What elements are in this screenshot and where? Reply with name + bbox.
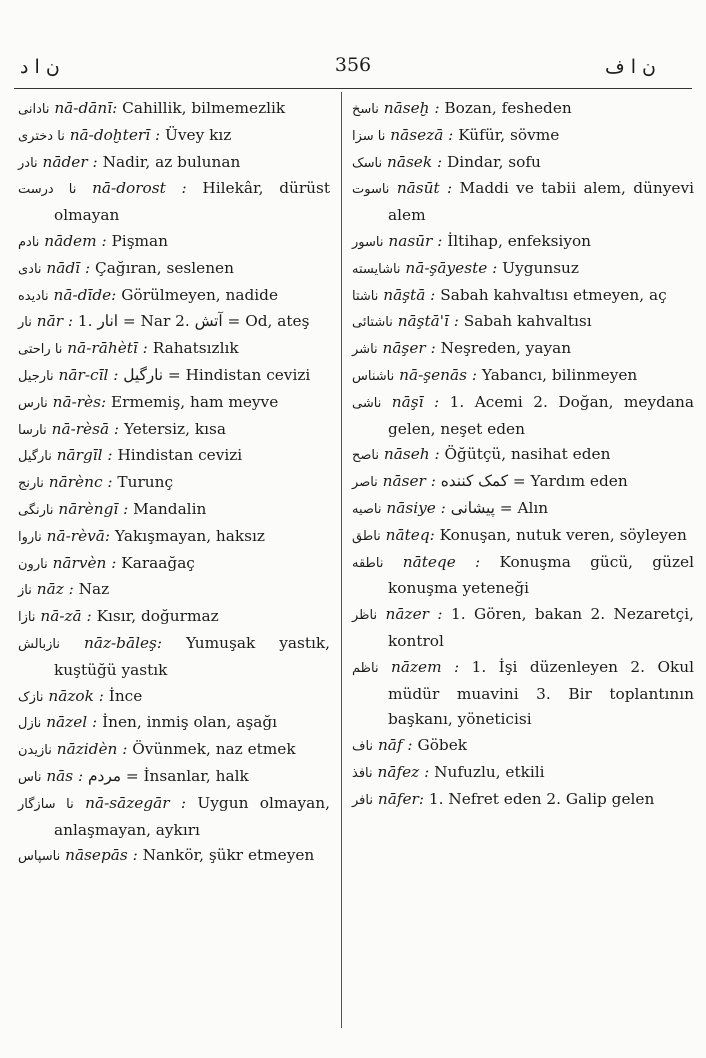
- entry-headword: nā-rèsā :: [51, 419, 120, 438]
- dictionary-entry: [18, 96, 330, 123]
- entry-definition: İnen, inmiş olan, aşağı: [102, 713, 278, 732]
- header-left-letters: ن ا د: [20, 56, 60, 78]
- entry-definition: مردم = İnsanlar, halk: [88, 766, 249, 785]
- entry-headword: nās :: [46, 766, 84, 785]
- entry-persian-word: ناشایسته: [352, 261, 401, 277]
- entry-headword: nā-dīde:: [53, 285, 117, 304]
- entry-headword: nāsūt :: [396, 179, 453, 198]
- entry-definition: Sabah kahvaltısı etmeyen, aç: [440, 285, 667, 304]
- entry-headword: nāser :: [382, 472, 436, 491]
- entry-persian-word: نادم: [18, 234, 40, 250]
- entry-persian-word: نادیده: [18, 288, 49, 304]
- dictionary-entry: [18, 551, 330, 578]
- entry-definition: Sabah kahvaltısı: [463, 312, 592, 331]
- entry-definition: Neşreden, yayan: [440, 339, 572, 358]
- entry-headword: nār :: [36, 312, 74, 331]
- dictionary-entry: [352, 496, 694, 523]
- entry-persian-word: نا سازگار: [18, 796, 74, 812]
- entry-definition: Yumuşak yastık, kuştüğü yastık: [54, 633, 330, 679]
- dictionary-entry: [352, 655, 694, 733]
- entry-persian-word: نارجیل: [18, 368, 54, 384]
- dictionary-entry: [18, 631, 330, 684]
- dictionary-entry: [18, 283, 330, 310]
- entry-persian-word: نافر: [352, 792, 373, 808]
- entry-headword: nāzem :: [391, 657, 460, 676]
- entry-definition: Nadir, az bulunan: [102, 152, 241, 171]
- dictionary-entry: [18, 791, 330, 844]
- entry-headword: nāşer :: [382, 339, 436, 358]
- dictionary-entry: [18, 309, 330, 336]
- entry-headword: nāz :: [36, 580, 74, 599]
- entry-persian-word: ناسخ: [352, 102, 379, 117]
- entry-persian-word: ناظم: [352, 660, 379, 676]
- entry-headword: nā-dorost :: [92, 179, 187, 198]
- dictionary-entry: [352, 96, 694, 123]
- entry-definition: Karaağaç: [121, 553, 195, 572]
- entry-definition: 1. Gören, bakan 2. Nezaretçi, kontrol: [388, 605, 694, 650]
- dictionary-entry: [18, 229, 330, 256]
- entry-persian-word: ناشناس: [352, 368, 395, 384]
- entry-headword: nārèngī :: [58, 499, 129, 518]
- entry-definition: Çağıran, seslenen: [94, 258, 234, 277]
- dictionary-entry: [18, 710, 330, 737]
- entry-persian-word: ناسک: [352, 155, 383, 171]
- entry-persian-word: ناسپاس: [18, 849, 61, 865]
- entry-persian-word: نازبالش: [18, 636, 60, 652]
- dictionary-entry: [18, 524, 330, 551]
- entry-definition: Yabancı, bilinmeyen: [481, 365, 638, 384]
- entry-headword: nārvèn :: [52, 553, 117, 572]
- dictionary-entry: [352, 602, 694, 655]
- entry-headword: nā-rāhètī :: [67, 339, 148, 358]
- dictionary-entry: [18, 684, 330, 711]
- entry-definition: Övünmek, naz etmek: [132, 740, 296, 759]
- entry-definition: Bozan, fesheden: [444, 99, 572, 117]
- dictionary-entry: [18, 577, 330, 604]
- entry-persian-word: نادر: [18, 155, 38, 171]
- entry-definition: 1. Nefret eden 2. Galip gelen: [428, 789, 655, 808]
- entry-definition: Hilekâr, dürüst olmayan: [54, 179, 330, 225]
- dictionary-entry: [352, 229, 694, 256]
- entry-persian-word: ناصر: [352, 475, 378, 491]
- entry-persian-word: نا سزا: [352, 128, 386, 144]
- dictionary-entry: [18, 150, 330, 177]
- entry-headword: nāsiye :: [386, 498, 446, 517]
- entry-headword: nāteq:: [385, 525, 435, 544]
- entry-headword: nāseḫ :: [383, 99, 440, 117]
- entry-headword: nāştā :: [383, 285, 436, 304]
- entry-definition: Öğütçü, nasihat eden: [444, 445, 611, 464]
- entry-headword: nāzok :: [48, 686, 104, 705]
- entry-definition: Mandalin: [133, 499, 207, 518]
- right-column: [352, 96, 694, 814]
- entry-headword: nādem :: [44, 231, 107, 250]
- entry-persian-word: ناظر: [352, 608, 378, 624]
- entry-persian-word: نازیدن: [18, 743, 52, 759]
- entry-persian-word: نا درست: [18, 182, 77, 198]
- dictionary-entry: [18, 604, 330, 631]
- entry-definition: Nufuzlu, etkili: [434, 762, 545, 781]
- entry-headword: nā-rès:: [52, 392, 107, 411]
- entry-headword: nāz-bāleş:: [83, 633, 163, 652]
- entry-definition: Üvey kız: [164, 125, 232, 144]
- entry-persian-word: نازا: [18, 610, 36, 626]
- entry-definition: İnce: [108, 686, 143, 705]
- entry-definition: 1. Acemi 2. Doğan, meydana gelen, neşet eden: [388, 392, 694, 438]
- dictionary-entry: [352, 283, 694, 310]
- entry-persian-word: نادى: [18, 261, 42, 277]
- entry-definition: Yetersiz, kısa: [123, 419, 226, 438]
- dictionary-entry: [352, 336, 694, 363]
- entry-headword: nāf :: [377, 736, 413, 755]
- entry-headword: nāzel :: [46, 713, 98, 732]
- entry-definition: Uygun olmayan, anlaşmayan, aykırı: [54, 793, 330, 839]
- entry-definition: Pişman: [111, 231, 169, 250]
- entry-definition: کمک کننده = Yardım eden: [440, 472, 628, 491]
- entry-definition: Kısır, doğurmaz: [96, 607, 219, 626]
- entry-persian-word: نارس: [18, 395, 48, 411]
- entry-headword: nāsepās :: [65, 846, 138, 865]
- dictionary-entry: [18, 417, 330, 444]
- entry-persian-word: نارون: [18, 556, 48, 572]
- dictionary-entry: [18, 764, 330, 791]
- dictionary-entry: [18, 256, 330, 283]
- entry-headword: nāfez :: [377, 762, 430, 781]
- dictionary-entry: [352, 309, 694, 336]
- entry-headword: nārènc :: [48, 473, 113, 492]
- entry-headword: nāfer:: [377, 789, 424, 808]
- entry-headword: nādī :: [46, 258, 91, 277]
- entry-persian-word: نادانى: [18, 102, 50, 117]
- entry-headword: nā-zā :: [40, 607, 92, 626]
- entry-persian-word: ناس: [18, 769, 42, 785]
- entry-persian-word: ناطقه: [352, 555, 384, 571]
- entry-persian-word: ناز: [18, 583, 32, 599]
- dictionary-entry: [18, 123, 330, 150]
- entry-persian-word: ناشى: [352, 395, 382, 411]
- entry-persian-word: نافذ: [352, 765, 373, 781]
- dictionary-entry: [352, 256, 694, 283]
- entry-definition: Ermemiş, ham meyve: [111, 392, 279, 411]
- entry-persian-word: نا راحتى: [18, 342, 63, 358]
- dictionary-entry: [352, 787, 694, 814]
- entry-definition: İltihap, enfeksiyon: [447, 231, 592, 250]
- entry-definition: Uygunsuz: [502, 258, 579, 277]
- entry-definition: 1. İşi düzenleyen 2. Okul müdür muavini 3. Bir toplantının başkanı, yöneticisi: [388, 657, 694, 729]
- left-column: [18, 96, 330, 870]
- entry-persian-word: نار: [18, 315, 32, 331]
- dictionary-entry: [352, 363, 694, 390]
- entry-persian-word: نارسا: [18, 422, 47, 438]
- entry-definition: Küfür, sövme: [458, 125, 560, 144]
- entry-definition: Göbek: [417, 736, 468, 755]
- dictionary-entry: [352, 760, 694, 787]
- entry-headword: nārgīl :: [56, 446, 113, 465]
- entry-persian-word: ناطق: [352, 528, 381, 544]
- entry-persian-word: ناشتا: [352, 288, 379, 304]
- entry-persian-word: نا دختری: [18, 128, 65, 144]
- entry-definition: Cahillik, bilmemezlik: [122, 99, 286, 117]
- entry-persian-word: ناصح: [352, 448, 380, 464]
- entry-headword: nā-şāyeste :: [405, 258, 498, 277]
- entry-definition: 1. انار = Nar 2. آتش = Od, ateş: [77, 312, 310, 331]
- entry-persian-word: نازل: [18, 716, 42, 732]
- header-rule: [14, 88, 692, 89]
- dictionary-entry: [352, 150, 694, 177]
- entry-persian-word: ناشر: [352, 342, 378, 358]
- entry-headword: nā-doḫterī :: [69, 125, 161, 144]
- dictionary-entry: [18, 176, 330, 229]
- entry-persian-word: نارگیل: [18, 449, 52, 465]
- entry-persian-word: نازک: [18, 689, 44, 705]
- entry-headword: nāteqe :: [402, 552, 481, 571]
- entry-definition: Görülmeyen, nadide: [121, 285, 279, 304]
- entry-persian-word: ناسوت: [352, 182, 390, 198]
- dictionary-entry: [18, 737, 330, 764]
- dictionary-entry: [18, 363, 330, 390]
- entry-headword: nāşī :: [391, 392, 440, 411]
- header-right-letters: ن ا ف: [604, 56, 656, 78]
- entry-headword: nāştā'ī :: [397, 312, 459, 331]
- entry-persian-word: ناصیه: [352, 501, 382, 517]
- entry-definition: نارگیل = Hindistan cevizi: [123, 365, 311, 384]
- entry-persian-word: ناف: [352, 739, 374, 755]
- entry-headword: nāsek :: [386, 152, 443, 171]
- entry-headword: nasūr :: [388, 231, 443, 250]
- page-number: 356: [334, 54, 372, 76]
- dictionary-entry: [352, 469, 694, 496]
- dictionary-entry: [18, 443, 330, 470]
- dictionary-entry: [352, 550, 694, 603]
- page-header: [0, 52, 706, 86]
- entry-headword: nāder :: [42, 152, 98, 171]
- dictionary-entry: [352, 176, 694, 229]
- dictionary-entry: [18, 497, 330, 524]
- dictionary-entry: [352, 390, 694, 443]
- entry-definition: Naz: [78, 580, 110, 599]
- entry-headword: nāsezā :: [390, 125, 454, 144]
- entry-definition: Maddi ve tabii alem, dünyevi alem: [388, 179, 694, 225]
- entry-persian-word: نارنج: [18, 476, 44, 492]
- entry-definition: Konuşan, nutuk veren, söyleyen: [439, 525, 687, 544]
- dictionary-entry: [352, 523, 694, 550]
- entry-definition: پیشانى = Alın: [450, 498, 549, 517]
- dictionary-entry: [352, 733, 694, 760]
- entry-headword: nār-cīl :: [58, 365, 119, 384]
- dictionary-entry: [18, 336, 330, 363]
- entry-definition: Dindar, sofu: [447, 152, 541, 171]
- entry-headword: nāseh :: [383, 445, 440, 464]
- entry-headword: nāzer :: [385, 605, 443, 624]
- entry-definition: Rahatsızlık: [152, 339, 239, 358]
- dictionary-entry: [352, 123, 694, 150]
- entry-headword: nā-sāzegār :: [85, 793, 187, 812]
- dictionary-entry: [18, 390, 330, 417]
- entry-headword: nāzidèn :: [56, 740, 128, 759]
- entry-persian-word: ناشتائى: [352, 315, 393, 331]
- entry-definition: Turunç: [117, 473, 174, 492]
- dictionary-entry: [352, 442, 694, 469]
- dictionary-entry: [18, 470, 330, 497]
- entry-definition: Hindistan cevizi: [117, 446, 243, 465]
- entry-definition: Nankör, şükr etmeyen: [142, 846, 315, 865]
- entry-persian-word: ناروا: [18, 529, 42, 545]
- column-divider: [341, 92, 342, 1028]
- entry-headword: nā-dānī:: [54, 99, 118, 117]
- entry-headword: nā-rèvā:: [46, 526, 111, 545]
- entry-definition: Yakışmayan, haksız: [114, 526, 265, 545]
- dictionary-entry: [18, 843, 330, 870]
- entry-persian-word: ناسور: [352, 234, 384, 250]
- entry-persian-word: نارنگى: [18, 502, 54, 518]
- entry-headword: nā-şenās :: [399, 365, 477, 384]
- entry-definition: Konuşma gücü, güzel konuşma yeteneği: [388, 552, 694, 598]
